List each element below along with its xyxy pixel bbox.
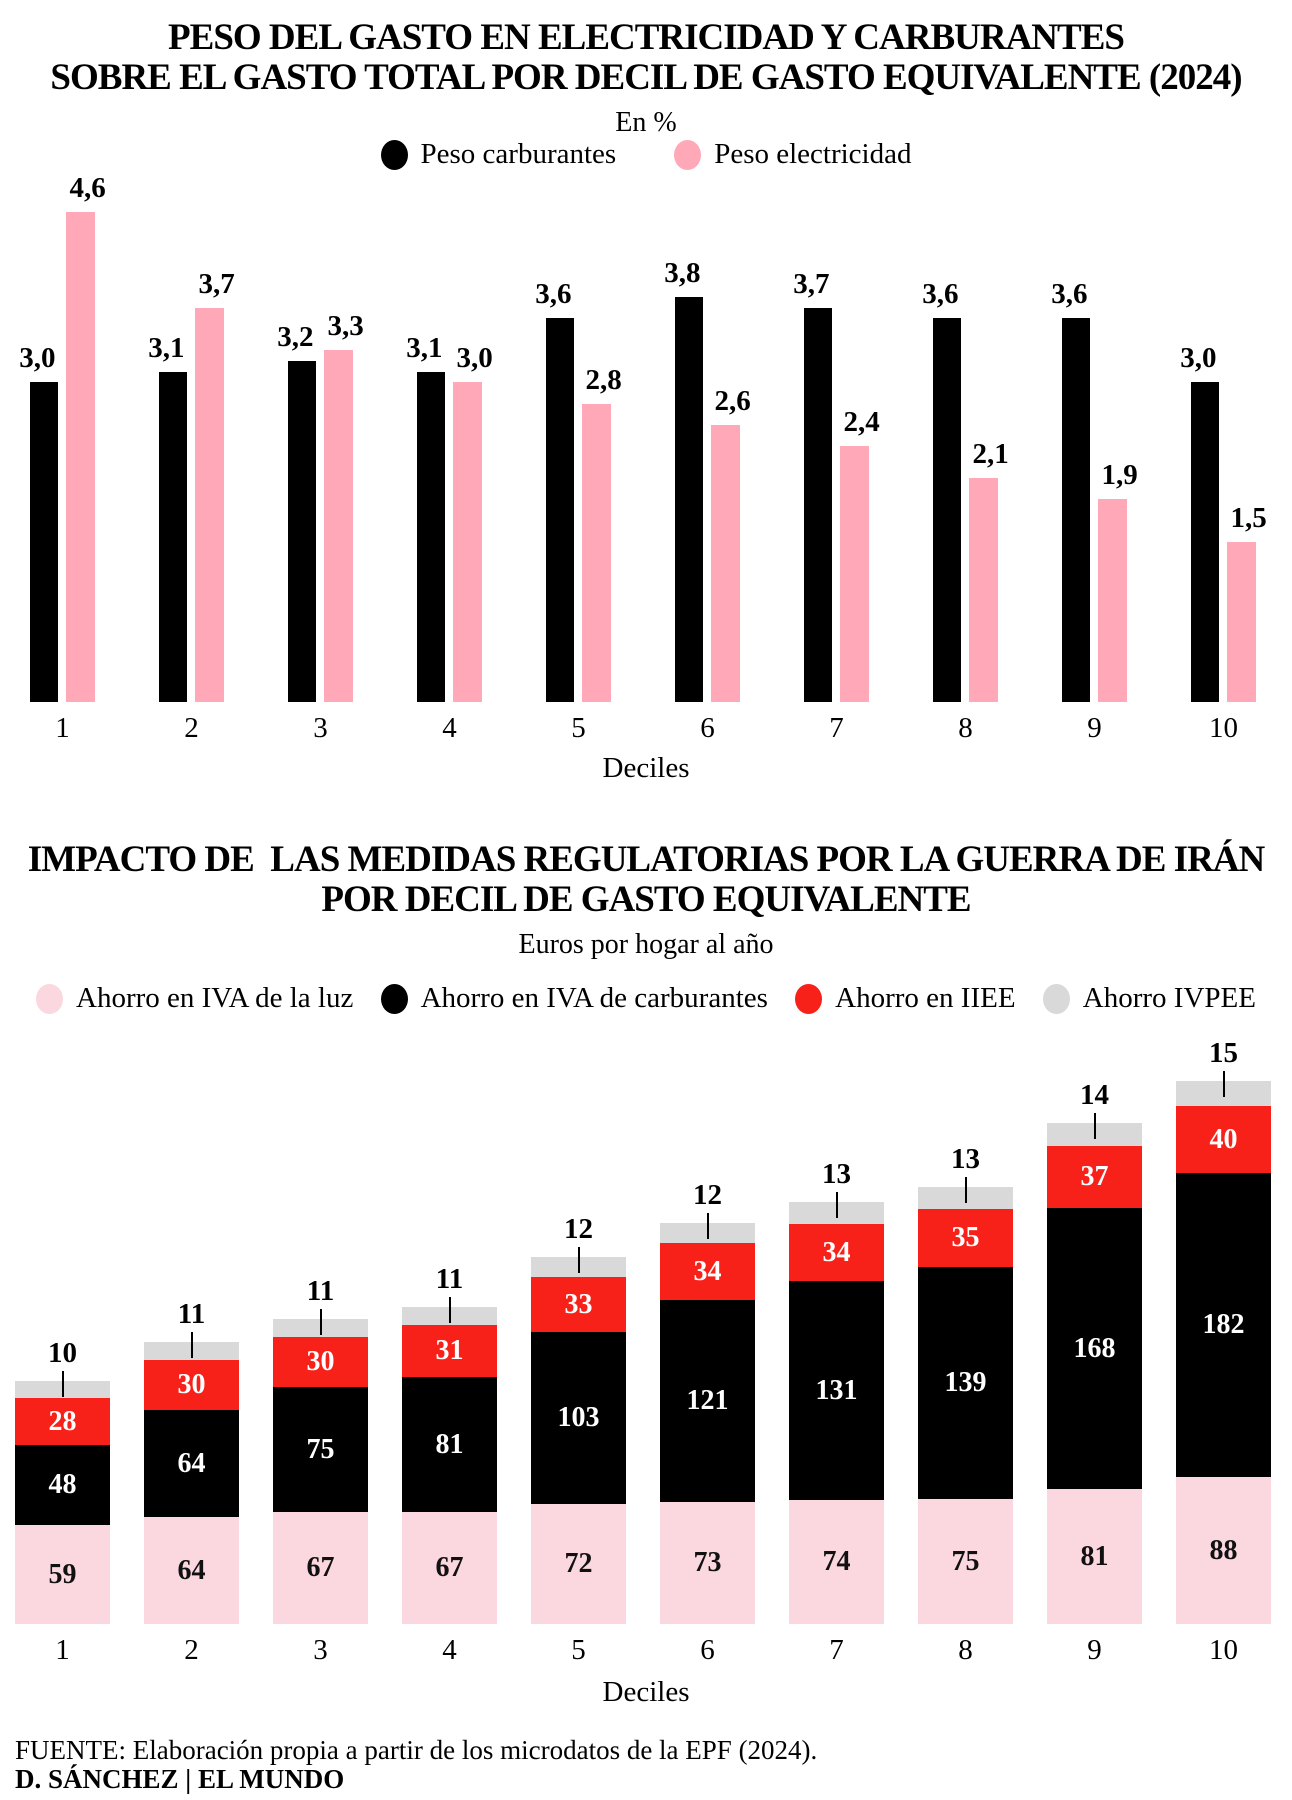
byline: D. SÁNCHEZ | EL MUNDO [15, 1764, 345, 1794]
legend-dot-icon [381, 984, 408, 1014]
chart2-seg-iiee [273, 1337, 368, 1387]
chart1-x-axis [0, 712, 1288, 745]
chart2-seg-iva-carburantes [1176, 1173, 1271, 1477]
chart2-x-tick: 6 [700, 1634, 715, 1666]
chart2-segment-value: 28 [48, 1405, 77, 1437]
chart2-seg-iva-carburantes [15, 1445, 110, 1525]
chart2-seg-iiee [15, 1398, 110, 1445]
chart2-ivpee-label: 13 [951, 1143, 980, 1175]
source-note: FUENTE: Elaboración propia a partir de los microdatos de la EPF (2024). [15, 1735, 818, 1765]
bar-electricidad [1227, 542, 1256, 702]
chart2-segment-value: 74 [822, 1546, 851, 1577]
bar-electricidad [66, 212, 95, 702]
chart1-group-decil-8 [901, 156, 1030, 702]
chart2-segment-value: 131 [815, 1374, 858, 1406]
chart1-barcol [793, 156, 836, 702]
chart1-group-decil-6 [643, 156, 772, 702]
chart1-group-decil-2 [127, 156, 256, 702]
chart2-segment-value: 81 [1080, 1540, 1109, 1572]
chart1-group-decil-7 [772, 156, 901, 702]
chart2-legend-label: Ahorro en IVA de carburantes [420, 982, 768, 1014]
chart2-legend-item [36, 982, 353, 1015]
bar-electricidad [324, 350, 353, 702]
chart1-x-tick: 1 [55, 712, 70, 744]
chart2-legend-item [381, 982, 768, 1015]
footer [15, 1736, 817, 1794]
chart1-value-label: 3,0 [19, 342, 56, 374]
bar-carburantes [159, 372, 187, 702]
chart1-legend-label: Peso electricidad [714, 138, 912, 170]
chart2-segment-value: 75 [951, 1545, 980, 1577]
chart2-seg-iva-luz [918, 1499, 1013, 1624]
chart1-plot [0, 156, 1288, 702]
chart1-group-decil-1 [0, 156, 127, 702]
chart2-segment-value: 72 [564, 1548, 593, 1579]
bar-electricidad [582, 404, 611, 702]
chart1-x-tick: 8 [958, 712, 973, 744]
chart2-legend-item [1043, 982, 1256, 1015]
bar-carburantes [546, 318, 574, 702]
chart2-x-tick: 4 [442, 1634, 457, 1666]
chart2-stack-decil-9 [1030, 1024, 1159, 1624]
chart2-x-tick: 5 [571, 1634, 586, 1666]
chart1-value-label: 3,3 [327, 310, 364, 342]
chart1-value-label: 3,0 [456, 342, 493, 374]
chart1-legend-label: Peso carburantes [420, 138, 617, 170]
chart2-ivpee-label: 11 [306, 1275, 335, 1307]
chart2-ivpee-label: 15 [1209, 1037, 1238, 1069]
chart1-x-tick: 9 [1087, 712, 1102, 744]
chart2-segment-value: 64 [177, 1447, 206, 1479]
chart1-group-decil-4 [385, 156, 514, 702]
chart1-value-label: 3,6 [535, 278, 572, 310]
chart2-seg-iva-carburantes [273, 1387, 368, 1512]
leader-line [1094, 1113, 1096, 1139]
chart2-segment-value: 37 [1080, 1161, 1109, 1192]
chart2-seg-iva-luz [1176, 1477, 1271, 1624]
chart2-seg-iva-carburantes [789, 1281, 884, 1500]
leader-line [191, 1332, 193, 1358]
chart1-value-label: 3,1 [148, 332, 185, 364]
chart2-stack-decil-10 [1159, 1024, 1288, 1624]
chart2-segment-value: 139 [944, 1367, 987, 1398]
chart2-seg-iiee [660, 1243, 755, 1300]
leader-line [836, 1192, 838, 1218]
bar-carburantes [1062, 318, 1090, 702]
chart2-title-line2: POR DECIL DE GASTO EQUIVALENTE [321, 879, 971, 920]
chart2-seg-iva-carburantes [402, 1377, 497, 1512]
bar-electricidad [1098, 499, 1127, 702]
chart2-segment-value: 34 [693, 1255, 722, 1287]
bar-electricidad [840, 446, 869, 702]
chart1-group-decil-9 [1030, 156, 1159, 702]
legend-dot-icon [1043, 984, 1070, 1014]
chart2-seg-iva-luz [402, 1512, 497, 1624]
chart2-seg-iiee [1176, 1106, 1271, 1173]
chart2-seg-iva-luz [144, 1517, 239, 1624]
chart1-barcol [450, 156, 493, 702]
chart2-seg-iva-carburantes [144, 1410, 239, 1517]
chart1-barcol [19, 156, 62, 702]
chart1-barcol [837, 156, 880, 702]
chart2-stack-decil-7 [772, 1024, 901, 1624]
chart1-barcol [148, 156, 191, 702]
chart2-seg-iva-carburantes [1047, 1208, 1142, 1489]
chart1-group-decil-5 [514, 156, 643, 702]
chart1-value-label: 3,7 [793, 268, 830, 300]
legend-dot-icon [36, 984, 63, 1014]
chart1-barcol [1095, 156, 1138, 702]
chart1-title-line2: SOBRE EL GASTO TOTAL POR DECIL DE GASTO EQUIVALENTE (2024) [50, 57, 1242, 98]
leader-line [320, 1309, 322, 1335]
chart1-barcol [406, 156, 449, 702]
chart1-x-tick: 2 [184, 712, 199, 744]
chart2-title [0, 840, 1292, 920]
chart2-segment-value: 121 [686, 1385, 729, 1416]
chart2-segment-value: 30 [177, 1369, 206, 1400]
bar-carburantes [1191, 382, 1219, 702]
chart2-stack-decil-4 [385, 1024, 514, 1624]
chart2-segment-value: 30 [306, 1346, 335, 1377]
chart2-legend [0, 982, 1292, 1015]
chart1-x-tick: 3 [313, 712, 328, 744]
chart2-plot [0, 1024, 1288, 1624]
chart1-value-label: 2,8 [585, 364, 622, 396]
chart2-stack-decil-8 [901, 1024, 1030, 1624]
chart2-segment-value: 73 [693, 1547, 722, 1578]
chart1-value-label: 3,7 [198, 268, 235, 300]
chart2-x-tick: 8 [958, 1634, 973, 1666]
chart2-x-tick: 10 [1209, 1634, 1238, 1666]
chart1-group-decil-10 [1159, 156, 1288, 702]
chart2-seg-iva-luz [789, 1500, 884, 1624]
chart2-ivpee-label: 10 [48, 1337, 77, 1369]
chart1-barcol [922, 156, 965, 702]
chart2-legend-label: Ahorro en IVA de la luz [76, 982, 354, 1014]
chart2-ivpee-label: 11 [435, 1263, 464, 1295]
chart1-value-label: 2,6 [714, 385, 751, 417]
chart2-ivpee-label: 11 [177, 1298, 206, 1330]
chart1-barcol [664, 156, 707, 702]
chart2-seg-iiee [1047, 1146, 1142, 1208]
chart2-segment-value: 88 [1209, 1534, 1238, 1566]
leader-line [965, 1177, 967, 1203]
chart2-seg-iva-luz [273, 1512, 368, 1624]
leader-line [578, 1247, 580, 1273]
bar-carburantes [30, 382, 58, 702]
chart2-seg-iva-carburantes [918, 1267, 1013, 1499]
chart1-barcol [321, 156, 364, 702]
bar-carburantes [675, 297, 703, 702]
chart1-barcol [966, 156, 1009, 702]
chart1-value-label: 3,6 [922, 278, 959, 310]
bar-carburantes [933, 318, 961, 702]
chart2-seg-iiee [789, 1224, 884, 1281]
chart1-barcol [277, 156, 320, 702]
chart2-stack-decil-1 [0, 1024, 127, 1624]
chart2-segment-value: 75 [306, 1433, 335, 1465]
chart2-stack-decil-5 [514, 1024, 643, 1624]
chart1-x-tick: 4 [442, 712, 457, 744]
chart2-stack-decil-6 [643, 1024, 772, 1624]
leader-line [1223, 1071, 1225, 1097]
chart1-barcol [1180, 156, 1223, 702]
chart2-segment-value: 168 [1073, 1332, 1116, 1364]
chart2-segment-value: 67 [306, 1552, 335, 1583]
chart2-seg-iva-luz [15, 1525, 110, 1624]
leader-line [62, 1371, 64, 1397]
chart2-segment-value: 34 [822, 1236, 851, 1268]
chart1-group-decil-3 [256, 156, 385, 702]
chart1-title-line1: PESO DEL GASTO EN ELECTRICIDAD Y CARBURANTES [168, 17, 1124, 58]
chart1-barcol [1051, 156, 1094, 702]
chart1-value-label: 2,4 [843, 406, 880, 438]
chart2-ivpee-label: 14 [1080, 1079, 1109, 1111]
chart2-segment-value: 67 [435, 1552, 464, 1583]
chart2-seg-iva-carburantes [531, 1332, 626, 1504]
chart2-segment-value: 31 [435, 1335, 464, 1366]
chart1-value-label: 1,5 [1230, 502, 1267, 534]
bar-carburantes [417, 372, 445, 702]
chart2-segment-value: 182 [1202, 1309, 1245, 1340]
chart1-x-axis-title: Deciles [602, 752, 690, 784]
chart1-value-label: 4,6 [69, 172, 106, 204]
chart2-segment-value: 81 [435, 1428, 464, 1460]
chart2-segment-value: 59 [48, 1558, 77, 1590]
chart1-barcol [63, 156, 106, 702]
chart1-barcol [708, 156, 751, 702]
leader-line [449, 1297, 451, 1323]
chart1-value-label: 1,9 [1101, 459, 1138, 491]
chart2-x-tick: 9 [1087, 1634, 1102, 1666]
chart2-seg-iva-carburantes [660, 1300, 755, 1502]
chart1-value-label: 3,1 [406, 332, 443, 364]
bar-electricidad [969, 478, 998, 702]
chart2-ivpee-label: 13 [822, 1158, 851, 1190]
chart2-seg-iiee [144, 1360, 239, 1410]
chart1-value-label: 3,2 [277, 321, 314, 353]
legend-dot-icon [795, 984, 822, 1014]
chart2-seg-iiee [918, 1209, 1013, 1267]
bar-carburantes [288, 361, 316, 702]
chart2-segment-value: 33 [564, 1288, 593, 1320]
chart2-segment-value: 40 [1209, 1123, 1238, 1155]
bar-electricidad [195, 308, 224, 702]
chart1-value-label: 3,8 [664, 257, 701, 289]
chart2-stack-decil-2 [127, 1024, 256, 1624]
chart2-x-tick: 2 [184, 1634, 199, 1666]
chart2-x-tick: 1 [55, 1634, 70, 1666]
chart2-ivpee-label: 12 [564, 1213, 593, 1245]
chart2-seg-iiee [402, 1325, 497, 1377]
chart2-segment-value: 48 [48, 1469, 77, 1500]
chart2-legend-label: Ahorro en IIEE [835, 982, 1016, 1014]
chart2-segment-value: 35 [951, 1222, 980, 1253]
bar-carburantes [804, 308, 832, 702]
chart2-seg-iva-luz [531, 1504, 626, 1624]
chart1-value-label: 2,1 [972, 438, 1009, 470]
chart2-segment-value: 103 [557, 1402, 600, 1433]
chart2-stack-decil-3 [256, 1024, 385, 1624]
leader-line [707, 1213, 709, 1239]
chart1-value-label: 3,0 [1180, 342, 1217, 374]
chart1-x-tick: 5 [571, 712, 586, 744]
chart2-seg-iva-luz [660, 1502, 755, 1624]
chart1-x-tick: 10 [1209, 712, 1238, 744]
chart2-title-line1: IMPACTO DE LAS MEDIDAS REGULATORIAS POR LA GUERRA DE IRÁN [27, 839, 1265, 880]
chart1-barcol [1224, 156, 1267, 702]
chart2-x-axis [0, 1634, 1288, 1667]
chart2-subtitle: Euros por hogar al año [518, 929, 774, 960]
chart1-subtitle: En % [615, 107, 677, 138]
chart2-legend-label: Ahorro IVPEE [1082, 982, 1256, 1014]
chart2-x-axis-title: Deciles [602, 1676, 690, 1708]
bar-electricidad [711, 425, 740, 702]
chart1-title [0, 18, 1292, 98]
chart2-x-tick: 3 [313, 1634, 328, 1666]
chart2-seg-iiee [531, 1277, 626, 1332]
chart2-x-tick: 7 [829, 1634, 844, 1666]
chart1-x-tick: 7 [829, 712, 844, 744]
chart1-x-tick: 6 [700, 712, 715, 744]
chart1-value-label: 3,6 [1051, 278, 1088, 310]
chart2-ivpee-label: 12 [693, 1179, 722, 1211]
chart2-seg-iva-luz [1047, 1489, 1142, 1624]
chart1-barcol [535, 156, 578, 702]
chart2-segment-value: 64 [177, 1554, 206, 1586]
chart1-barcol [579, 156, 622, 702]
bar-electricidad [453, 382, 482, 702]
chart2-legend-item [795, 982, 1015, 1015]
chart1-barcol [192, 156, 235, 702]
